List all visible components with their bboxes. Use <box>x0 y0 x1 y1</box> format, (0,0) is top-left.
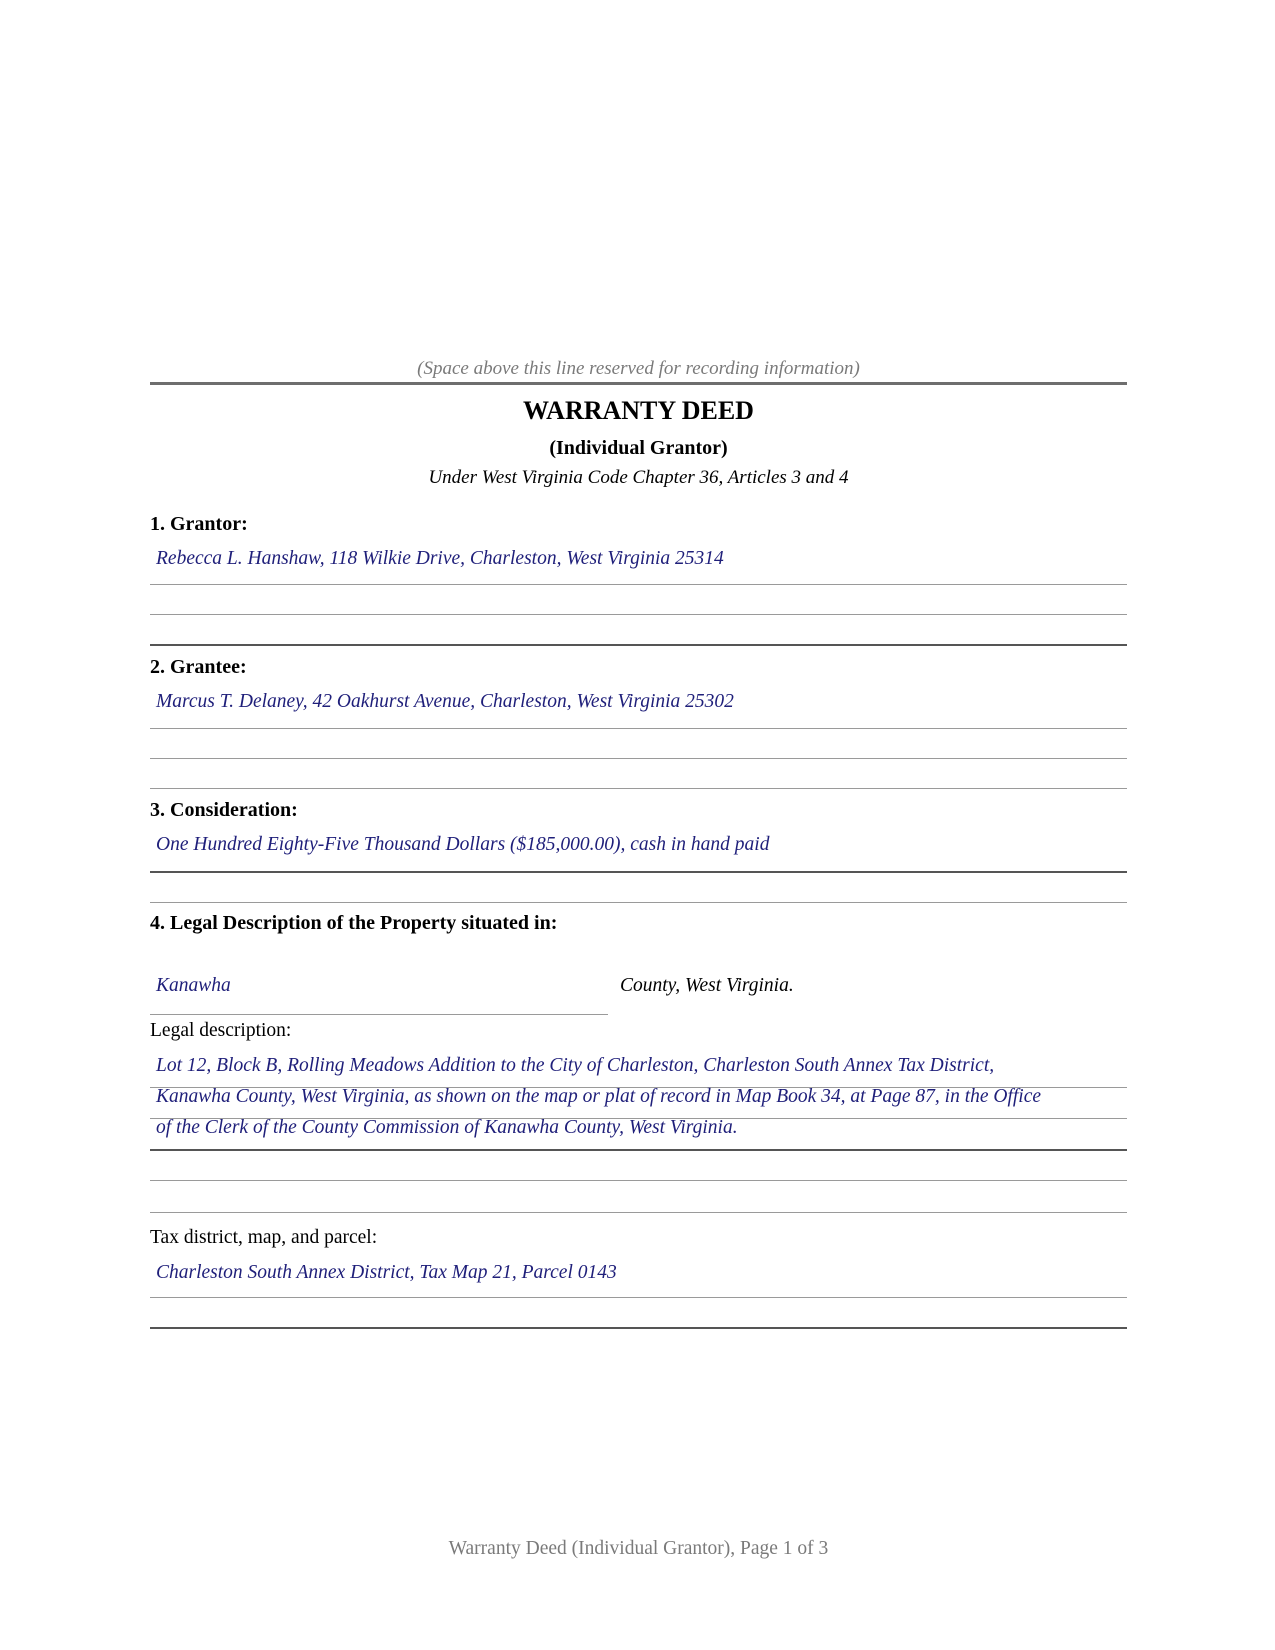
grantee-line-2 <box>150 758 1127 759</box>
legal-line-5 <box>150 1212 1127 1213</box>
grantee-field[interactable]: Marcus T. Delaney, 42 Oakhurst Avenue, Charleston, West Virginia 25302 <box>156 691 734 712</box>
legal-description-line-1[interactable]: Lot 12, Block B, Rolling Meadows Addition to the City of Charleston, Charleston South Annex Tax District, <box>156 1055 995 1076</box>
tax-line-1 <box>150 1297 1127 1298</box>
grantor-field[interactable]: Rebecca L. Hanshaw, 118 Wilkie Drive, Charleston, West Virginia 25314 <box>156 548 724 569</box>
county-field[interactable]: Kanawha <box>156 975 231 996</box>
county-suffix: County, West Virginia. <box>620 975 794 996</box>
consideration-field[interactable]: One Hundred Eighty-Five Thousand Dollars ($185,000.00), cash in hand paid <box>156 834 770 855</box>
grantor-heading: 1. Grantor: <box>150 513 248 535</box>
grantor-line-3 <box>150 644 1127 646</box>
legal-line-3 <box>150 1149 1127 1151</box>
county-line <box>150 1014 608 1015</box>
legal-description-line-2[interactable]: Kanawha County, West Virginia, as shown on the map or plat of record in Map Book 34, at Page 87, in the Office <box>156 1086 1042 1107</box>
page-footer: Warranty Deed (Individual Grantor), Page 1 of 3 <box>448 1538 829 1559</box>
grantee-line-1 <box>150 728 1127 729</box>
document-page <box>150 0 1127 1650</box>
legal-description-label: Legal description: <box>150 1020 292 1041</box>
legal-heading: 4. Legal Description of the Property situated in: <box>150 912 558 934</box>
grantee-heading: 2. Grantee: <box>150 656 247 678</box>
grantee-line-3 <box>150 788 1127 789</box>
consideration-line-1 <box>150 871 1127 873</box>
tax-line-2 <box>150 1327 1127 1329</box>
consideration-heading: 3. Consideration: <box>150 799 298 821</box>
legal-description-line-3[interactable]: of the Clerk of the County Commission of Kanawha County, West Virginia. <box>156 1117 738 1138</box>
document-subtitle: (Individual Grantor) <box>549 437 728 459</box>
recording-divider <box>150 382 1127 385</box>
legal-line-4 <box>150 1180 1127 1181</box>
grantor-line-2 <box>150 614 1127 615</box>
tax-parcel-label: Tax district, map, and parcel: <box>150 1227 378 1248</box>
tax-parcel-field[interactable]: Charleston South Annex District, Tax Map 21, Parcel 0143 <box>156 1262 617 1283</box>
consideration-line-2 <box>150 902 1127 903</box>
document-title: WARRANTY DEED <box>523 396 754 425</box>
recording-note: (Space above this line reserved for recording information) <box>417 358 860 379</box>
statute-reference: Under West Virginia Code Chapter 36, Articles 3 and 4 <box>428 467 849 488</box>
grantor-line-1 <box>150 584 1127 585</box>
